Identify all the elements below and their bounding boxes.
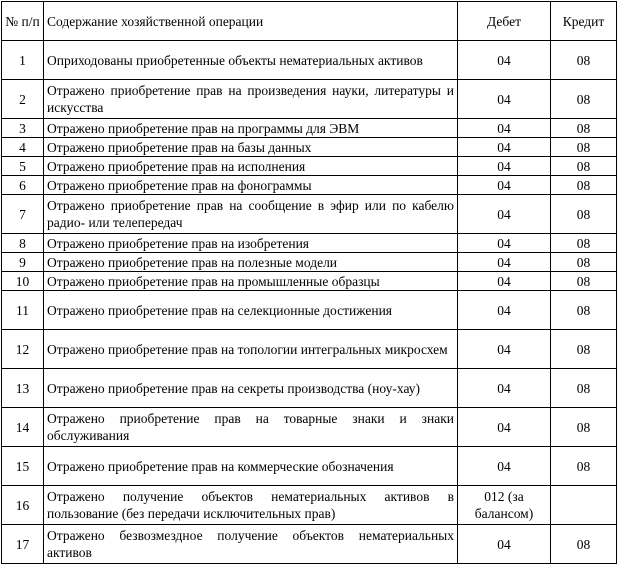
- table-row: [2, 234, 617, 253]
- table-row: [2, 138, 617, 157]
- row-credit: 08: [551, 41, 617, 80]
- row-num: 17: [2, 525, 44, 564]
- row-num: 10: [2, 272, 44, 291]
- row-credit: 08: [551, 291, 617, 330]
- row-operation: Отражено приобретение прав на коммерческие обозначения: [44, 447, 458, 486]
- row-num: 14: [2, 408, 44, 447]
- row-debit: 04: [458, 253, 551, 272]
- row-operation: Отражено приобретение прав на сообщение в эфир или по кабелю радио- или телепередач: [44, 195, 458, 234]
- header-credit: Кредит: [551, 2, 617, 41]
- row-debit: 04: [458, 176, 551, 195]
- row-operation: Отражено приобретение прав на полезные модели: [44, 253, 458, 272]
- row-operation: Отражено приобретение прав на промышленные образцы: [44, 272, 458, 291]
- row-operation: Отражено приобретение прав на секреты производства (ноу-хау): [44, 369, 458, 408]
- row-operation: Отражено приобретение прав на произведения науки, литературы и искусства: [44, 80, 458, 119]
- accounting-entries-table: [1, 1, 617, 564]
- table-row: [2, 330, 617, 369]
- row-credit: 08: [551, 234, 617, 253]
- row-num: 8: [2, 234, 44, 253]
- row-operation: Отражено приобретение прав на базы данных: [44, 138, 458, 157]
- row-credit: 08: [551, 157, 617, 176]
- row-debit: 04: [458, 291, 551, 330]
- row-debit: 04: [458, 157, 551, 176]
- table-row: [2, 176, 617, 195]
- row-num: 12: [2, 330, 44, 369]
- row-debit: 04: [458, 525, 551, 564]
- row-credit: 08: [551, 176, 617, 195]
- row-num: 13: [2, 369, 44, 408]
- row-operation: Отражено безвозмездное получение объектов нематериальных активов: [44, 525, 458, 564]
- row-credit: 08: [551, 272, 617, 291]
- row-debit: 04: [458, 195, 551, 234]
- row-num: 1: [2, 41, 44, 80]
- table-row: [2, 291, 617, 330]
- row-num: 5: [2, 157, 44, 176]
- row-credit: 08: [551, 525, 617, 564]
- row-debit: 04: [458, 272, 551, 291]
- row-debit: 04: [458, 234, 551, 253]
- row-debit: 04: [458, 41, 551, 80]
- table-row: [2, 525, 617, 564]
- row-debit: 012 (за балансом): [458, 486, 551, 525]
- row-num: 11: [2, 291, 44, 330]
- table-row: [2, 408, 617, 447]
- row-credit: 08: [551, 447, 617, 486]
- row-credit: 08: [551, 330, 617, 369]
- row-operation: Отражено приобретение прав на фонограммы: [44, 176, 458, 195]
- row-num: 4: [2, 138, 44, 157]
- row-credit: [551, 486, 617, 525]
- header-debit: Дебет: [458, 2, 551, 41]
- row-operation: Отражено получение объектов нематериальных активов в пользование (без передачи исключительных прав): [44, 486, 458, 525]
- header-operation: Содержание хозяйственной операции: [44, 2, 458, 41]
- table-row: [2, 41, 617, 80]
- row-num: 2: [2, 80, 44, 119]
- table-row: [2, 157, 617, 176]
- table-row: [2, 369, 617, 408]
- row-num: 7: [2, 195, 44, 234]
- row-credit: 08: [551, 369, 617, 408]
- row-num: 16: [2, 486, 44, 525]
- row-operation: Отражено приобретение прав на исполнения: [44, 157, 458, 176]
- row-num: 6: [2, 176, 44, 195]
- row-debit: 04: [458, 330, 551, 369]
- table-row: [2, 253, 617, 272]
- row-debit: 04: [458, 80, 551, 119]
- row-operation: Отражено приобретение прав на товарные знаки и знаки обслуживания: [44, 408, 458, 447]
- row-credit: 08: [551, 408, 617, 447]
- row-num: 15: [2, 447, 44, 486]
- row-operation: Отражено приобретение прав на селекционные достижения: [44, 291, 458, 330]
- table-row: [2, 119, 617, 138]
- row-debit: 04: [458, 408, 551, 447]
- row-operation: Оприходованы приобретенные объекты нематериальных активов: [44, 41, 458, 80]
- row-credit: 08: [551, 195, 617, 234]
- table-row: [2, 447, 617, 486]
- row-operation: Отражено приобретение прав на программы для ЭВМ: [44, 119, 458, 138]
- row-credit: 08: [551, 138, 617, 157]
- header-num: № п/п: [2, 2, 44, 41]
- row-debit: 04: [458, 119, 551, 138]
- row-credit: 08: [551, 80, 617, 119]
- table-row: [2, 486, 617, 525]
- row-debit: 04: [458, 369, 551, 408]
- row-operation: Отражено приобретение прав на изобретения: [44, 234, 458, 253]
- header-row: [2, 2, 617, 41]
- table-row: [2, 80, 617, 119]
- table-row: [2, 272, 617, 291]
- row-debit: 04: [458, 447, 551, 486]
- row-credit: 08: [551, 253, 617, 272]
- row-num: 9: [2, 253, 44, 272]
- row-credit: 08: [551, 119, 617, 138]
- row-debit: 04: [458, 138, 551, 157]
- table-row: [2, 195, 617, 234]
- row-operation: Отражено приобретение прав на топологии интегральных микросхем: [44, 330, 458, 369]
- row-num: 3: [2, 119, 44, 138]
